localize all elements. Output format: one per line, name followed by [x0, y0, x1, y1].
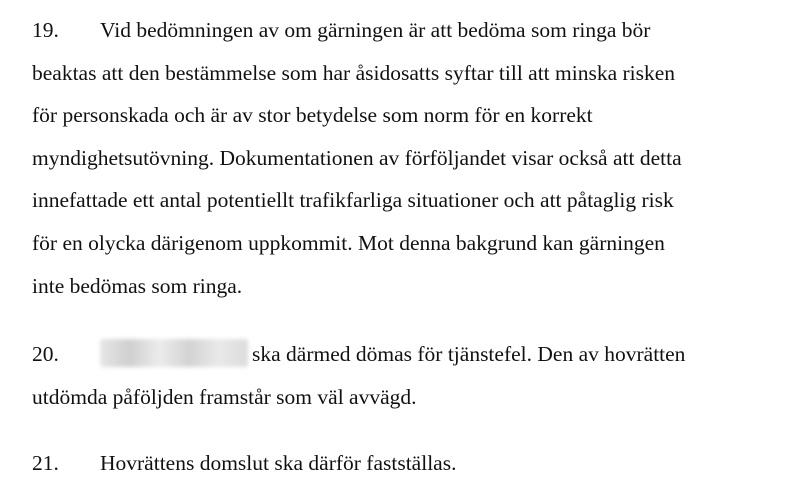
paragraph-line: utdömda påföljden framstår som väl avvägd.: [32, 384, 417, 409]
paragraph-line: myndighetsutövning. Dokumentationen av förföljandet visar också att detta: [32, 145, 682, 170]
paragraph-line: innefattade ett antal potentiellt trafikfarliga situationer och att påtaglig risk: [32, 188, 674, 213]
paragraph-line: Vid bedömningen av om gärningen är att bedöma som ringa bör: [100, 18, 651, 42]
paragraph-line-with-redaction: [32, 333, 782, 376]
paragraph-number: 21.: [32, 451, 59, 475]
paragraph-21: [32, 442, 782, 485]
paragraph-20: [32, 333, 782, 418]
paragraph-number: 19.: [32, 18, 59, 42]
paragraph-line: för en olycka därigenom uppkommit. Mot denna bakgrund kan gärningen: [32, 230, 665, 255]
paragraph-line: beaktas att den bestämmelse som har åsidosatts syftar till att minska risken: [32, 60, 676, 85]
redacted-name-blur: [100, 339, 248, 367]
paragraph-line: för personskada och är av stor betydelse som norm för en korrekt: [32, 103, 593, 128]
paragraph-number: 20.: [32, 342, 59, 366]
paragraph-line: Hovrättens domslut ska därför fastställas.: [100, 451, 457, 475]
paragraph-19: [32, 9, 782, 307]
paragraph-line: inte bedömas som ringa.: [32, 273, 243, 298]
paragraph-line-text: ska därmed dömas för tjänstefel. Den av hovrätten: [252, 342, 686, 366]
